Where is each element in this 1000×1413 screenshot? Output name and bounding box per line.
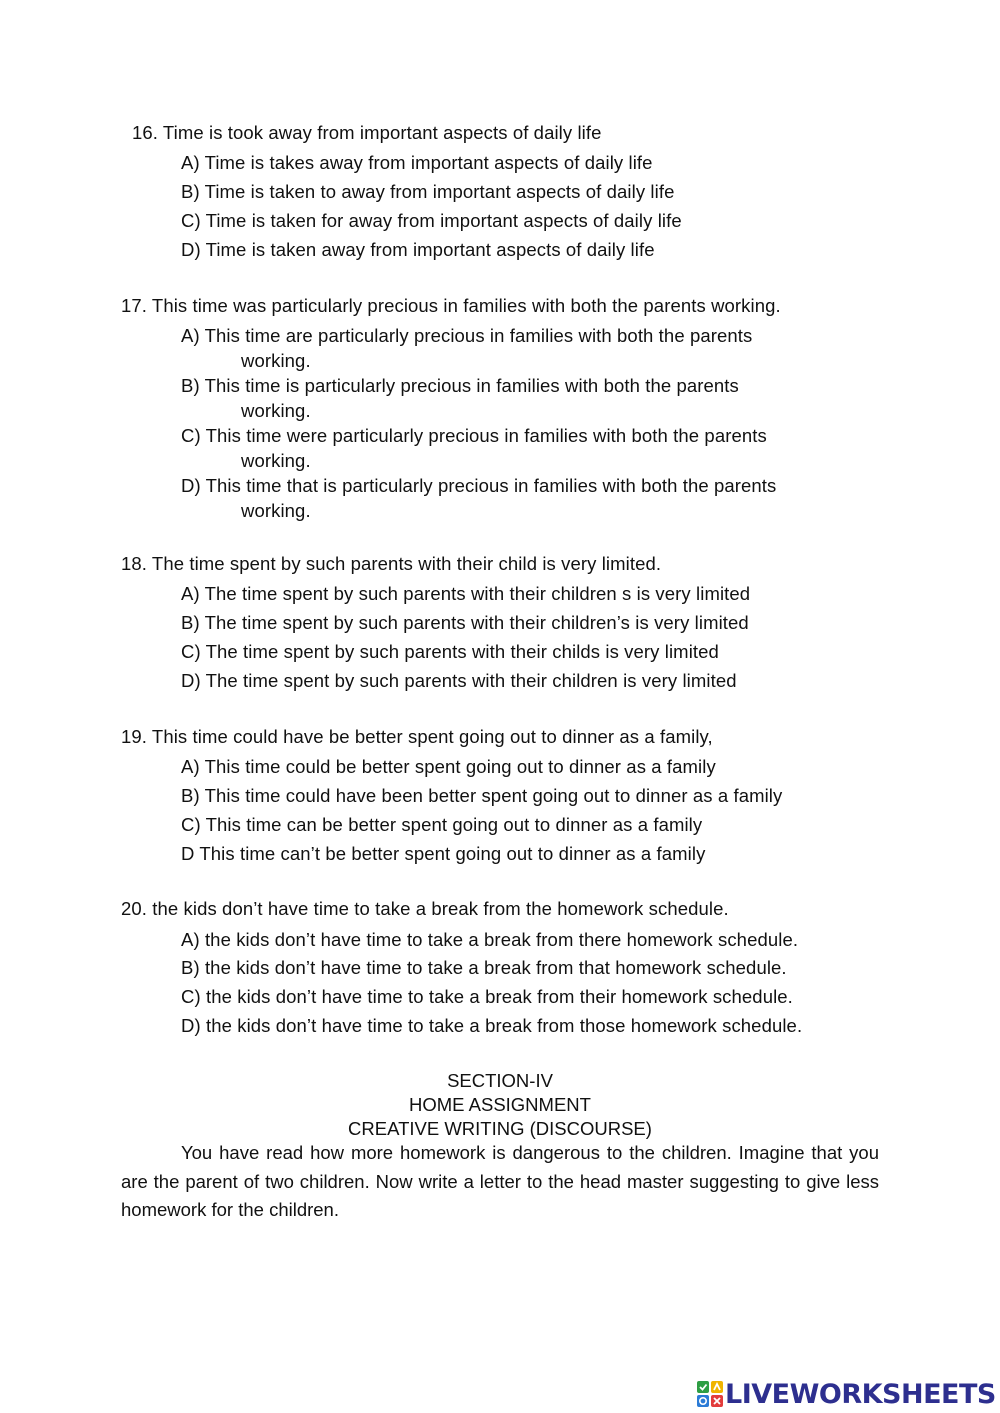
- option-b: B) This time could have been better spent going out to dinner as a family: [181, 785, 783, 806]
- option-a: A) Time is takes away from important aspects of daily life: [181, 152, 653, 173]
- option-d: D This time can’t be better spent going out to dinner as a family: [181, 843, 706, 864]
- section-heading: CREATIVE WRITING (DISCOURSE): [348, 1118, 652, 1139]
- option-text: C) This time were particularly precious in families with both the parents: [181, 425, 767, 446]
- option-b: B) the kids don’t have time to take a break from that homework schedule.: [181, 957, 787, 978]
- option-a: A) This time could be better spent going out to dinner as a family: [181, 756, 716, 777]
- option-continuation: working.: [241, 350, 311, 371]
- question-stem: 16. Time is took away from important aspects of daily life: [132, 122, 602, 143]
- option-a: A) the kids don’t have time to take a break from there homework schedule.: [181, 929, 799, 950]
- option-continuation: working.: [241, 500, 311, 521]
- option-b: [181, 373, 739, 423]
- liveworksheets-logo-icon: [697, 1381, 723, 1407]
- option-a: A) The time spent by such parents with their children s is very limited: [181, 583, 751, 604]
- question-stem: 20. the kids don’t have time to take a break from the homework schedule.: [121, 898, 729, 919]
- option-text: A) This time are particularly precious in families with both the parents: [181, 325, 753, 346]
- option-c: C) the kids don’t have time to take a break from their homework schedule.: [181, 986, 793, 1007]
- option-text: B) This time is particularly precious in families with both the parents: [181, 375, 739, 396]
- liveworksheets-brand[interactable]: [697, 1378, 996, 1410]
- option-c: C) Time is taken for away from important aspects of daily life: [181, 210, 682, 231]
- assignment-paragraph: You have read how more homework is dangerous to the children. Imagine that you are the parent of two children. Now write a letter to the head master suggesting to give less homework for the children.: [121, 1142, 879, 1220]
- option-a: [181, 323, 752, 373]
- option-c: C) This time can be better spent going out to dinner as a family: [181, 814, 703, 835]
- option-c: [181, 423, 767, 473]
- option-d: D) the kids don’t have time to take a break from those homework schedule.: [181, 1015, 803, 1036]
- option-b: B) Time is taken to away from important aspects of daily life: [181, 181, 675, 202]
- section-title: SECTION-IV: [447, 1070, 553, 1091]
- brand-name: LIVEWORKSHEETS: [725, 1378, 996, 1410]
- option-d: D) Time is taken away from important aspects of daily life: [181, 239, 655, 260]
- question-stem: 17. This time was particularly precious in families with both the parents working.: [121, 295, 781, 316]
- question-stem: 19. This time could have be better spent going out to dinner as a family,: [121, 726, 713, 747]
- section-subtitle: HOME ASSIGNMENT: [409, 1094, 591, 1115]
- option-continuation: working.: [241, 450, 311, 471]
- option-d: D) The time spent by such parents with their children is very limited: [181, 670, 737, 691]
- option-c: C) The time spent by such parents with their childs is very limited: [181, 641, 719, 662]
- option-d: [181, 473, 776, 523]
- option-continuation: working.: [241, 400, 311, 421]
- option-text: D) This time that is particularly precious in families with both the parents: [181, 475, 777, 496]
- option-b: B) The time spent by such parents with their children’s is very limited: [181, 612, 749, 633]
- question-stem: 18. The time spent by such parents with their child is very limited.: [121, 553, 662, 574]
